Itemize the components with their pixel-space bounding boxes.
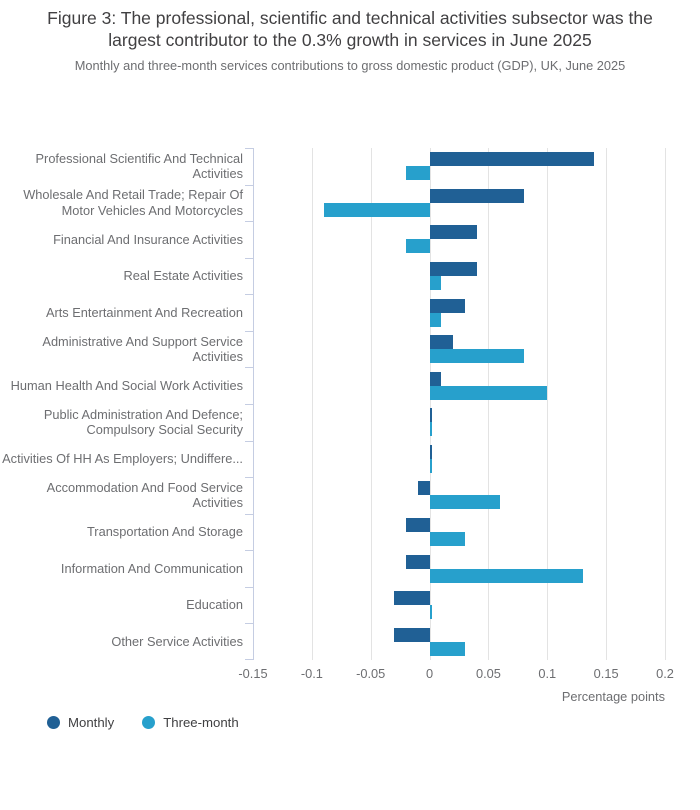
chart-subtitle: Monthly and three-month services contributions to gross domestic product (GDP), UK, June 2025 bbox=[74, 58, 626, 73]
category-label: Financial And Insurance Activities bbox=[53, 231, 243, 247]
gridline bbox=[312, 148, 313, 660]
y-axis-tick bbox=[245, 404, 253, 405]
y-axis-tick bbox=[245, 148, 253, 149]
bar-three-month[interactable] bbox=[430, 386, 548, 400]
x-axis-tick-label: 0.15 bbox=[593, 666, 619, 681]
category-label: Real Estate Activities bbox=[123, 268, 243, 284]
bar-monthly[interactable] bbox=[430, 445, 432, 459]
bar-three-month[interactable] bbox=[430, 422, 432, 436]
category-label: Public Administration And Defence; Compulsory Social Security bbox=[43, 406, 243, 438]
legend bbox=[47, 715, 239, 730]
gridline bbox=[547, 148, 548, 660]
bar-monthly[interactable] bbox=[394, 628, 429, 642]
category-label: Professional Scientific And Technical Activities bbox=[35, 150, 243, 182]
category-label: Accommodation And Food Service Activities bbox=[46, 479, 243, 511]
bar-monthly[interactable] bbox=[406, 555, 430, 569]
bar-three-month[interactable] bbox=[430, 313, 442, 327]
y-axis-tick bbox=[245, 514, 253, 515]
bar-monthly[interactable] bbox=[430, 372, 442, 386]
category-label: Other Service Activities bbox=[111, 633, 243, 649]
bar-monthly[interactable] bbox=[430, 299, 465, 313]
category-axis-labels bbox=[0, 148, 243, 660]
gridline bbox=[488, 148, 489, 660]
bar-three-month[interactable] bbox=[430, 532, 465, 546]
bar-three-month[interactable] bbox=[430, 495, 501, 509]
x-axis-title: Percentage points bbox=[561, 689, 665, 704]
y-axis-tick bbox=[245, 294, 253, 295]
three-month-legend-label: Three-month bbox=[163, 715, 239, 730]
y-axis-tick bbox=[245, 185, 253, 186]
category-label: Administrative And Support Service Activities bbox=[42, 333, 243, 365]
bar-three-month[interactable] bbox=[430, 642, 465, 656]
gridline bbox=[371, 148, 372, 660]
category-label: Activities Of HH As Employers; Undiffere... bbox=[2, 451, 243, 467]
monthly-legend-label: Monthly bbox=[68, 715, 115, 730]
y-axis-tick bbox=[245, 587, 253, 588]
y-axis-tick bbox=[245, 367, 253, 368]
bar-three-month[interactable] bbox=[324, 203, 430, 217]
y-axis-tick bbox=[245, 623, 253, 624]
bar-monthly[interactable] bbox=[418, 481, 430, 495]
y-axis-tick bbox=[245, 477, 253, 478]
bar-three-month[interactable] bbox=[406, 166, 430, 180]
bar-monthly[interactable] bbox=[430, 152, 595, 166]
bar-three-month[interactable] bbox=[406, 239, 430, 253]
y-axis-tick bbox=[245, 659, 253, 660]
x-axis-tick-label: -0.1 bbox=[300, 666, 323, 681]
bar-three-month[interactable] bbox=[430, 349, 524, 363]
chart-canvas bbox=[0, 148, 700, 660]
bar-three-month[interactable] bbox=[430, 459, 432, 473]
chart-title: Figure 3: The professional, scientific and technical activities subsector was the largest contributor to the 0.3% growth in services in June 2025 bbox=[47, 8, 653, 50]
monthly-legend-marker-icon bbox=[47, 716, 60, 729]
bar-monthly[interactable] bbox=[430, 408, 432, 422]
bar-monthly[interactable] bbox=[430, 225, 477, 239]
category-label: Transportation And Storage bbox=[86, 524, 243, 540]
x-axis-tick-label: 0.05 bbox=[475, 666, 501, 681]
y-axis-line bbox=[253, 148, 254, 660]
x-axis-tick-label: 0.2 bbox=[656, 666, 674, 681]
category-label: Information And Communication bbox=[60, 560, 243, 576]
bar-three-month[interactable] bbox=[430, 605, 432, 619]
bar-monthly[interactable] bbox=[394, 591, 429, 605]
x-axis-tick-label: -0.15 bbox=[238, 666, 268, 681]
x-axis-tick-label: -0.05 bbox=[356, 666, 386, 681]
legend-item-three-month[interactable] bbox=[142, 715, 239, 730]
y-axis-tick bbox=[245, 550, 253, 551]
bar-three-month[interactable] bbox=[430, 276, 442, 290]
x-axis-tick-labels bbox=[238, 666, 674, 682]
bar-monthly[interactable] bbox=[430, 189, 524, 203]
bar-three-month[interactable] bbox=[430, 569, 583, 583]
gridline bbox=[665, 148, 666, 660]
y-axis-tick bbox=[245, 331, 253, 332]
y-axis-tick bbox=[245, 258, 253, 259]
category-label: Education bbox=[186, 597, 243, 613]
x-axis-tick-label: 0 bbox=[426, 666, 434, 681]
y-axis-tick bbox=[245, 221, 253, 222]
bar-monthly[interactable] bbox=[406, 518, 430, 532]
three-month-legend-marker-icon bbox=[142, 716, 155, 729]
category-label: Human Health And Social Work Activities bbox=[10, 377, 243, 393]
plot-area bbox=[253, 148, 665, 660]
y-axis-tick bbox=[245, 441, 253, 442]
gridline bbox=[606, 148, 607, 660]
category-label: Arts Entertainment And Recreation bbox=[45, 304, 243, 320]
bar-monthly[interactable] bbox=[430, 262, 477, 276]
category-label: Wholesale And Retail Trade; Repair Of Motor Vehicles And Motorcycles bbox=[23, 187, 243, 218]
legend-item-monthly[interactable] bbox=[47, 715, 114, 730]
bar-monthly[interactable] bbox=[430, 335, 454, 349]
x-axis-tick-label: 0.1 bbox=[538, 666, 557, 681]
